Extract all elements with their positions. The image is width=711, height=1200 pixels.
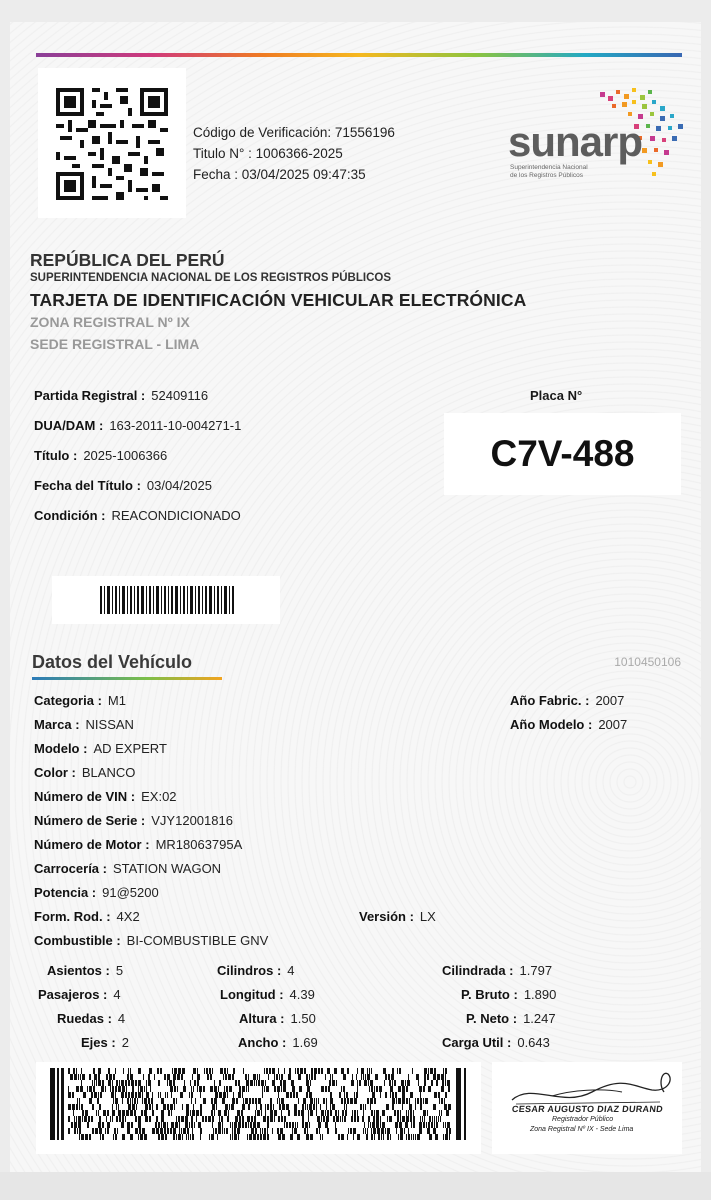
potencia-field bbox=[34, 885, 159, 900]
plate-label: Placa N° bbox=[530, 388, 583, 403]
verification-code bbox=[193, 122, 395, 143]
sunarp-subtitle-line1: Superintendencia Nacional bbox=[510, 164, 588, 171]
plate-box bbox=[444, 413, 681, 495]
zone-heading: ZONA REGISTRAL Nº IX bbox=[30, 314, 190, 330]
verification-code-label: Código de Verificación: bbox=[193, 125, 335, 140]
cilindros-label: Cilindros : bbox=[217, 963, 282, 978]
ruedas-value: 4 bbox=[117, 1011, 126, 1026]
signatory-name: CESAR AUGUSTO DIAZ DURAND bbox=[511, 1104, 664, 1114]
agency-heading: SUPERINTENDENCIA NACIONAL DE LOS REGISTROS PÚBLICOS bbox=[30, 272, 392, 284]
anio-modelo-value: 2007 bbox=[598, 717, 628, 732]
ejes-label: Ejes : bbox=[81, 1035, 116, 1050]
ejes-field bbox=[81, 1035, 129, 1050]
fecha-titulo-value: 03/04/2025 bbox=[146, 478, 212, 493]
pneto-value: 1.247 bbox=[523, 1011, 556, 1026]
color-value: BLANCO bbox=[81, 765, 136, 780]
motor-field bbox=[34, 837, 242, 852]
anio-fabric-label: Año Fabric. : bbox=[510, 693, 590, 708]
verification-title bbox=[193, 143, 395, 164]
cilindros-field bbox=[217, 963, 295, 978]
sunarp-logo bbox=[508, 86, 698, 196]
partida-value: 52409116 bbox=[151, 388, 209, 403]
page-bottom-margin bbox=[0, 1172, 711, 1200]
vehicle-section-title: Datos del Vehículo bbox=[32, 652, 193, 672]
categoria-value: M1 bbox=[107, 693, 126, 708]
modelo-field bbox=[34, 741, 167, 756]
sunarp-subtitle-line2: de los Registros Públicos bbox=[510, 172, 583, 179]
carroceria-label: Carrocería : bbox=[34, 861, 107, 876]
motor-value: MR18063795A bbox=[155, 837, 243, 852]
asientos-value: 5 bbox=[115, 963, 124, 978]
barcode-small bbox=[52, 576, 280, 624]
potencia-label: Potencia : bbox=[34, 885, 97, 900]
combustible-value: BI-COMBUSTIBLE GNV bbox=[126, 933, 269, 948]
serie-value: VJY12001816 bbox=[151, 813, 233, 828]
vin-label: Número de VIN : bbox=[34, 789, 136, 804]
formrod-field bbox=[34, 909, 140, 924]
titulo-value: 2025-1006366 bbox=[83, 448, 168, 463]
altura-label: Altura : bbox=[239, 1011, 285, 1026]
top-color-stripe bbox=[36, 53, 682, 57]
document-title: TARJETA DE IDENTIFICACIÓN VEHICULAR ELECTRÓNICA bbox=[30, 290, 527, 310]
combustible-label: Combustible : bbox=[34, 933, 121, 948]
condicion-value: REACONDICIONADO bbox=[111, 508, 241, 523]
asientos-label: Asientos : bbox=[47, 963, 110, 978]
country-heading: REPÚBLICA DEL PERÚ bbox=[30, 250, 225, 270]
formrod-label: Form. Rod. : bbox=[34, 909, 111, 924]
anio-modelo-label: Año Modelo : bbox=[510, 717, 593, 732]
pbruto-value: 1.890 bbox=[523, 987, 557, 1002]
color-label: Color : bbox=[34, 765, 76, 780]
cilindrada-value: 1.797 bbox=[519, 963, 553, 978]
ruedas-label: Ruedas : bbox=[57, 1011, 112, 1026]
ancho-value: 1.69 bbox=[292, 1035, 318, 1050]
pbruto-field bbox=[461, 987, 556, 1002]
version-field bbox=[359, 909, 436, 924]
condicion-label: Condición : bbox=[34, 508, 106, 523]
plate-number: C7V-488 bbox=[490, 433, 635, 474]
asientos-field bbox=[47, 963, 123, 978]
altura-field bbox=[239, 1011, 316, 1026]
ejes-value: 2 bbox=[121, 1035, 129, 1050]
titulo-field bbox=[34, 448, 167, 463]
version-value: LX bbox=[419, 909, 436, 924]
pneto-label: P. Neto : bbox=[466, 1011, 518, 1026]
marca-value: NISSAN bbox=[85, 717, 134, 732]
verification-title-value: 1006366-2025 bbox=[255, 146, 343, 161]
potencia-value: 91@5200 bbox=[102, 885, 159, 900]
carga-util-field bbox=[442, 1035, 550, 1050]
modelo-value: AD EXPERT bbox=[93, 741, 167, 756]
carga-util-value: 0.643 bbox=[517, 1035, 550, 1050]
modelo-label: Modelo : bbox=[34, 741, 88, 756]
verification-title-label: Titulo N° : bbox=[193, 146, 256, 161]
ruedas-field bbox=[57, 1011, 125, 1026]
formrod-value: 4X2 bbox=[116, 909, 140, 924]
motor-label: Número de Motor : bbox=[34, 837, 150, 852]
anio-modelo-field bbox=[510, 717, 627, 732]
pdf417-barcode-icon bbox=[36, 1062, 481, 1154]
section-underline bbox=[32, 677, 222, 680]
verification-date-value: 03/04/2025 09:47:35 bbox=[241, 167, 366, 182]
document-number: 1010450106 bbox=[614, 655, 681, 669]
pasajeros-field bbox=[38, 987, 121, 1002]
pneto-field bbox=[466, 1011, 556, 1026]
categoria-label: Categoria : bbox=[34, 693, 102, 708]
altura-value: 1.50 bbox=[290, 1011, 316, 1026]
pasajeros-label: Pasajeros : bbox=[38, 987, 108, 1002]
version-label: Versión : bbox=[359, 909, 414, 924]
vehicle-id-card bbox=[10, 22, 701, 1172]
cilindrada-label: Cilindrada : bbox=[442, 963, 514, 978]
barcode-large bbox=[36, 1062, 481, 1154]
marca-field bbox=[34, 717, 134, 732]
barcode-small-icon bbox=[52, 576, 280, 624]
longitud-value: 4.39 bbox=[289, 987, 315, 1002]
cilindrada-field bbox=[442, 963, 552, 978]
office-heading: SEDE REGISTRAL - LIMA bbox=[30, 336, 200, 352]
dua-label: DUA/DAM : bbox=[34, 418, 104, 433]
qr-code-icon bbox=[56, 88, 168, 200]
pasajeros-value: 4 bbox=[113, 987, 121, 1002]
signatory-role: Registrador Público bbox=[552, 1116, 614, 1123]
carroceria-field bbox=[34, 861, 221, 876]
verification-info bbox=[193, 122, 395, 185]
vin-field bbox=[34, 789, 177, 804]
longitud-field bbox=[220, 987, 315, 1002]
verification-date bbox=[193, 164, 395, 185]
verification-code-value: 71556196 bbox=[334, 125, 395, 140]
sunarp-wordmark: sunarp bbox=[508, 118, 643, 165]
carga-util-label: Carga Util : bbox=[442, 1035, 512, 1050]
ancho-field bbox=[238, 1035, 318, 1050]
sunarp-subtitle bbox=[510, 164, 620, 180]
combustible-field bbox=[34, 933, 268, 948]
longitud-label: Longitud : bbox=[220, 987, 284, 1002]
categoria-field bbox=[34, 693, 126, 708]
color-field bbox=[34, 765, 135, 780]
verification-date-label: Fecha : bbox=[193, 167, 242, 182]
pbruto-label: P. Bruto : bbox=[461, 987, 518, 1002]
condicion-field bbox=[34, 508, 241, 523]
anio-fabric-value: 2007 bbox=[595, 693, 625, 708]
dua-value: 163-2011-10-004271-1 bbox=[109, 418, 242, 433]
fecha-titulo-label: Fecha del Título : bbox=[34, 478, 141, 493]
ancho-label: Ancho : bbox=[238, 1035, 287, 1050]
titulo-label: Título : bbox=[34, 448, 78, 463]
partida-field bbox=[34, 388, 208, 403]
serie-label: Número de Serie : bbox=[34, 813, 146, 828]
carroceria-value: STATION WAGON bbox=[112, 861, 222, 876]
marca-label: Marca : bbox=[34, 717, 80, 732]
signature-block bbox=[492, 1062, 682, 1154]
qr-code bbox=[38, 68, 186, 218]
dua-field bbox=[34, 418, 241, 433]
partida-label: Partida Registral : bbox=[34, 388, 146, 403]
signatory-zone: Zona Registral Nº IX - Sede Lima bbox=[530, 1126, 634, 1133]
cilindros-value: 4 bbox=[287, 963, 295, 978]
fecha-titulo-field bbox=[34, 478, 212, 493]
anio-fabric-field bbox=[510, 693, 624, 708]
serie-field bbox=[34, 813, 233, 828]
vin-value: EX:02 bbox=[141, 789, 177, 804]
